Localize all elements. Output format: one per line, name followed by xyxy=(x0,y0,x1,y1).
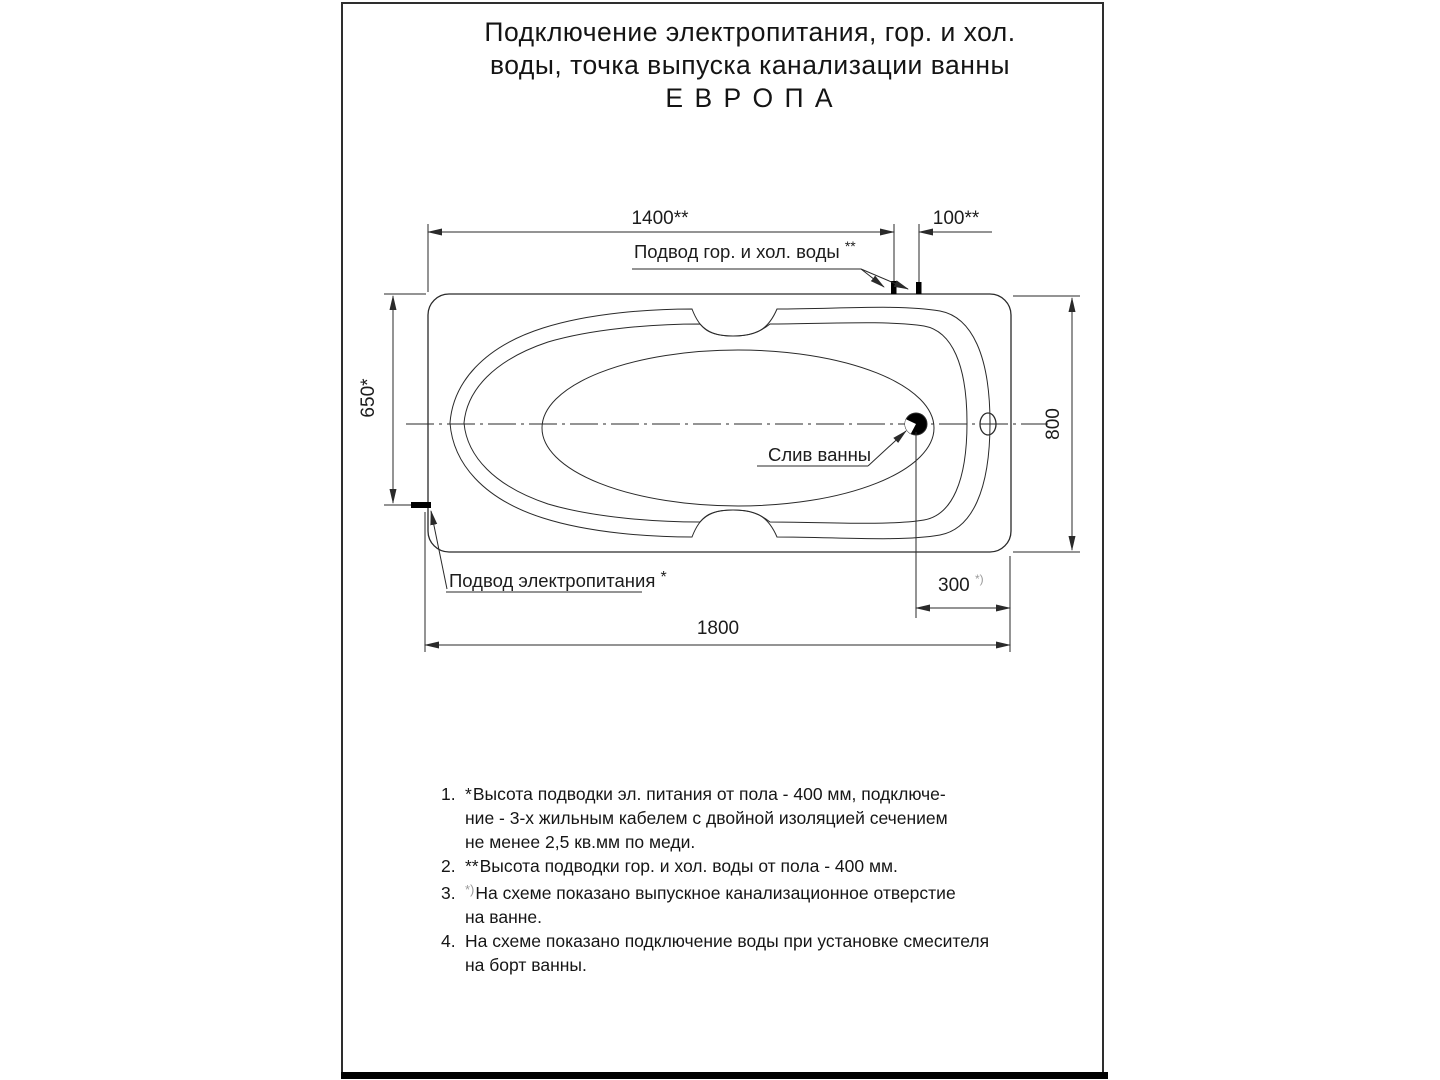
power-supply-point xyxy=(411,502,431,508)
tub-bowl-inner xyxy=(464,323,967,524)
note-2: 2. **Высота подводки гор. и хол. воды от пола - 400 мм. xyxy=(441,856,898,876)
note-3-line-2: на ванне. xyxy=(465,907,543,927)
water-supply-points xyxy=(891,281,922,294)
note-3: 3. *)На схеме показано выпускное канализационное отверстие xyxy=(441,882,956,903)
dim-300-label: 300 *) xyxy=(938,572,984,596)
dimension-left-height xyxy=(384,294,426,505)
tub-bottom-ellipse xyxy=(542,350,934,506)
title-line-2: воды, точка выпуска канализации ванны xyxy=(489,50,1011,80)
title-line-3: Е В Р О П А xyxy=(665,83,835,113)
note-4: 4. На схеме показано подключение воды при установке смесителя xyxy=(441,931,990,951)
note-1-line-3: не менее 2,5 кв.мм по меди. xyxy=(465,832,696,852)
notes-block xyxy=(441,782,1041,977)
drain-label: Слив ванны xyxy=(768,444,872,465)
water-supply-label: Подвод гор. и хол. воды ** xyxy=(634,238,856,262)
title-line-1: Подключение электропитания, гор. и хол. xyxy=(484,17,1016,47)
note-4-line-2: на борт ванны. xyxy=(465,955,587,975)
note-1-line-2: ние - 3-х жильным кабелем с двойной изоляцией сечением xyxy=(465,808,948,828)
dim-100-label: 100** xyxy=(932,208,980,229)
drain-hole xyxy=(905,413,927,435)
note-1: 1. *Высота подводки эл. питания от пола - 400 мм, подключе- xyxy=(441,784,946,804)
dim-800-label: 800 xyxy=(1043,408,1064,440)
dim-1400-label: 1400** xyxy=(631,208,689,229)
power-supply-label: Подвод электропитания * xyxy=(449,569,667,591)
dim-1800-label: 1800 xyxy=(696,618,740,639)
water-supply-leader xyxy=(632,269,908,289)
dim-650-label: 650* xyxy=(358,378,379,418)
dimension-drain-offset xyxy=(916,432,1010,652)
